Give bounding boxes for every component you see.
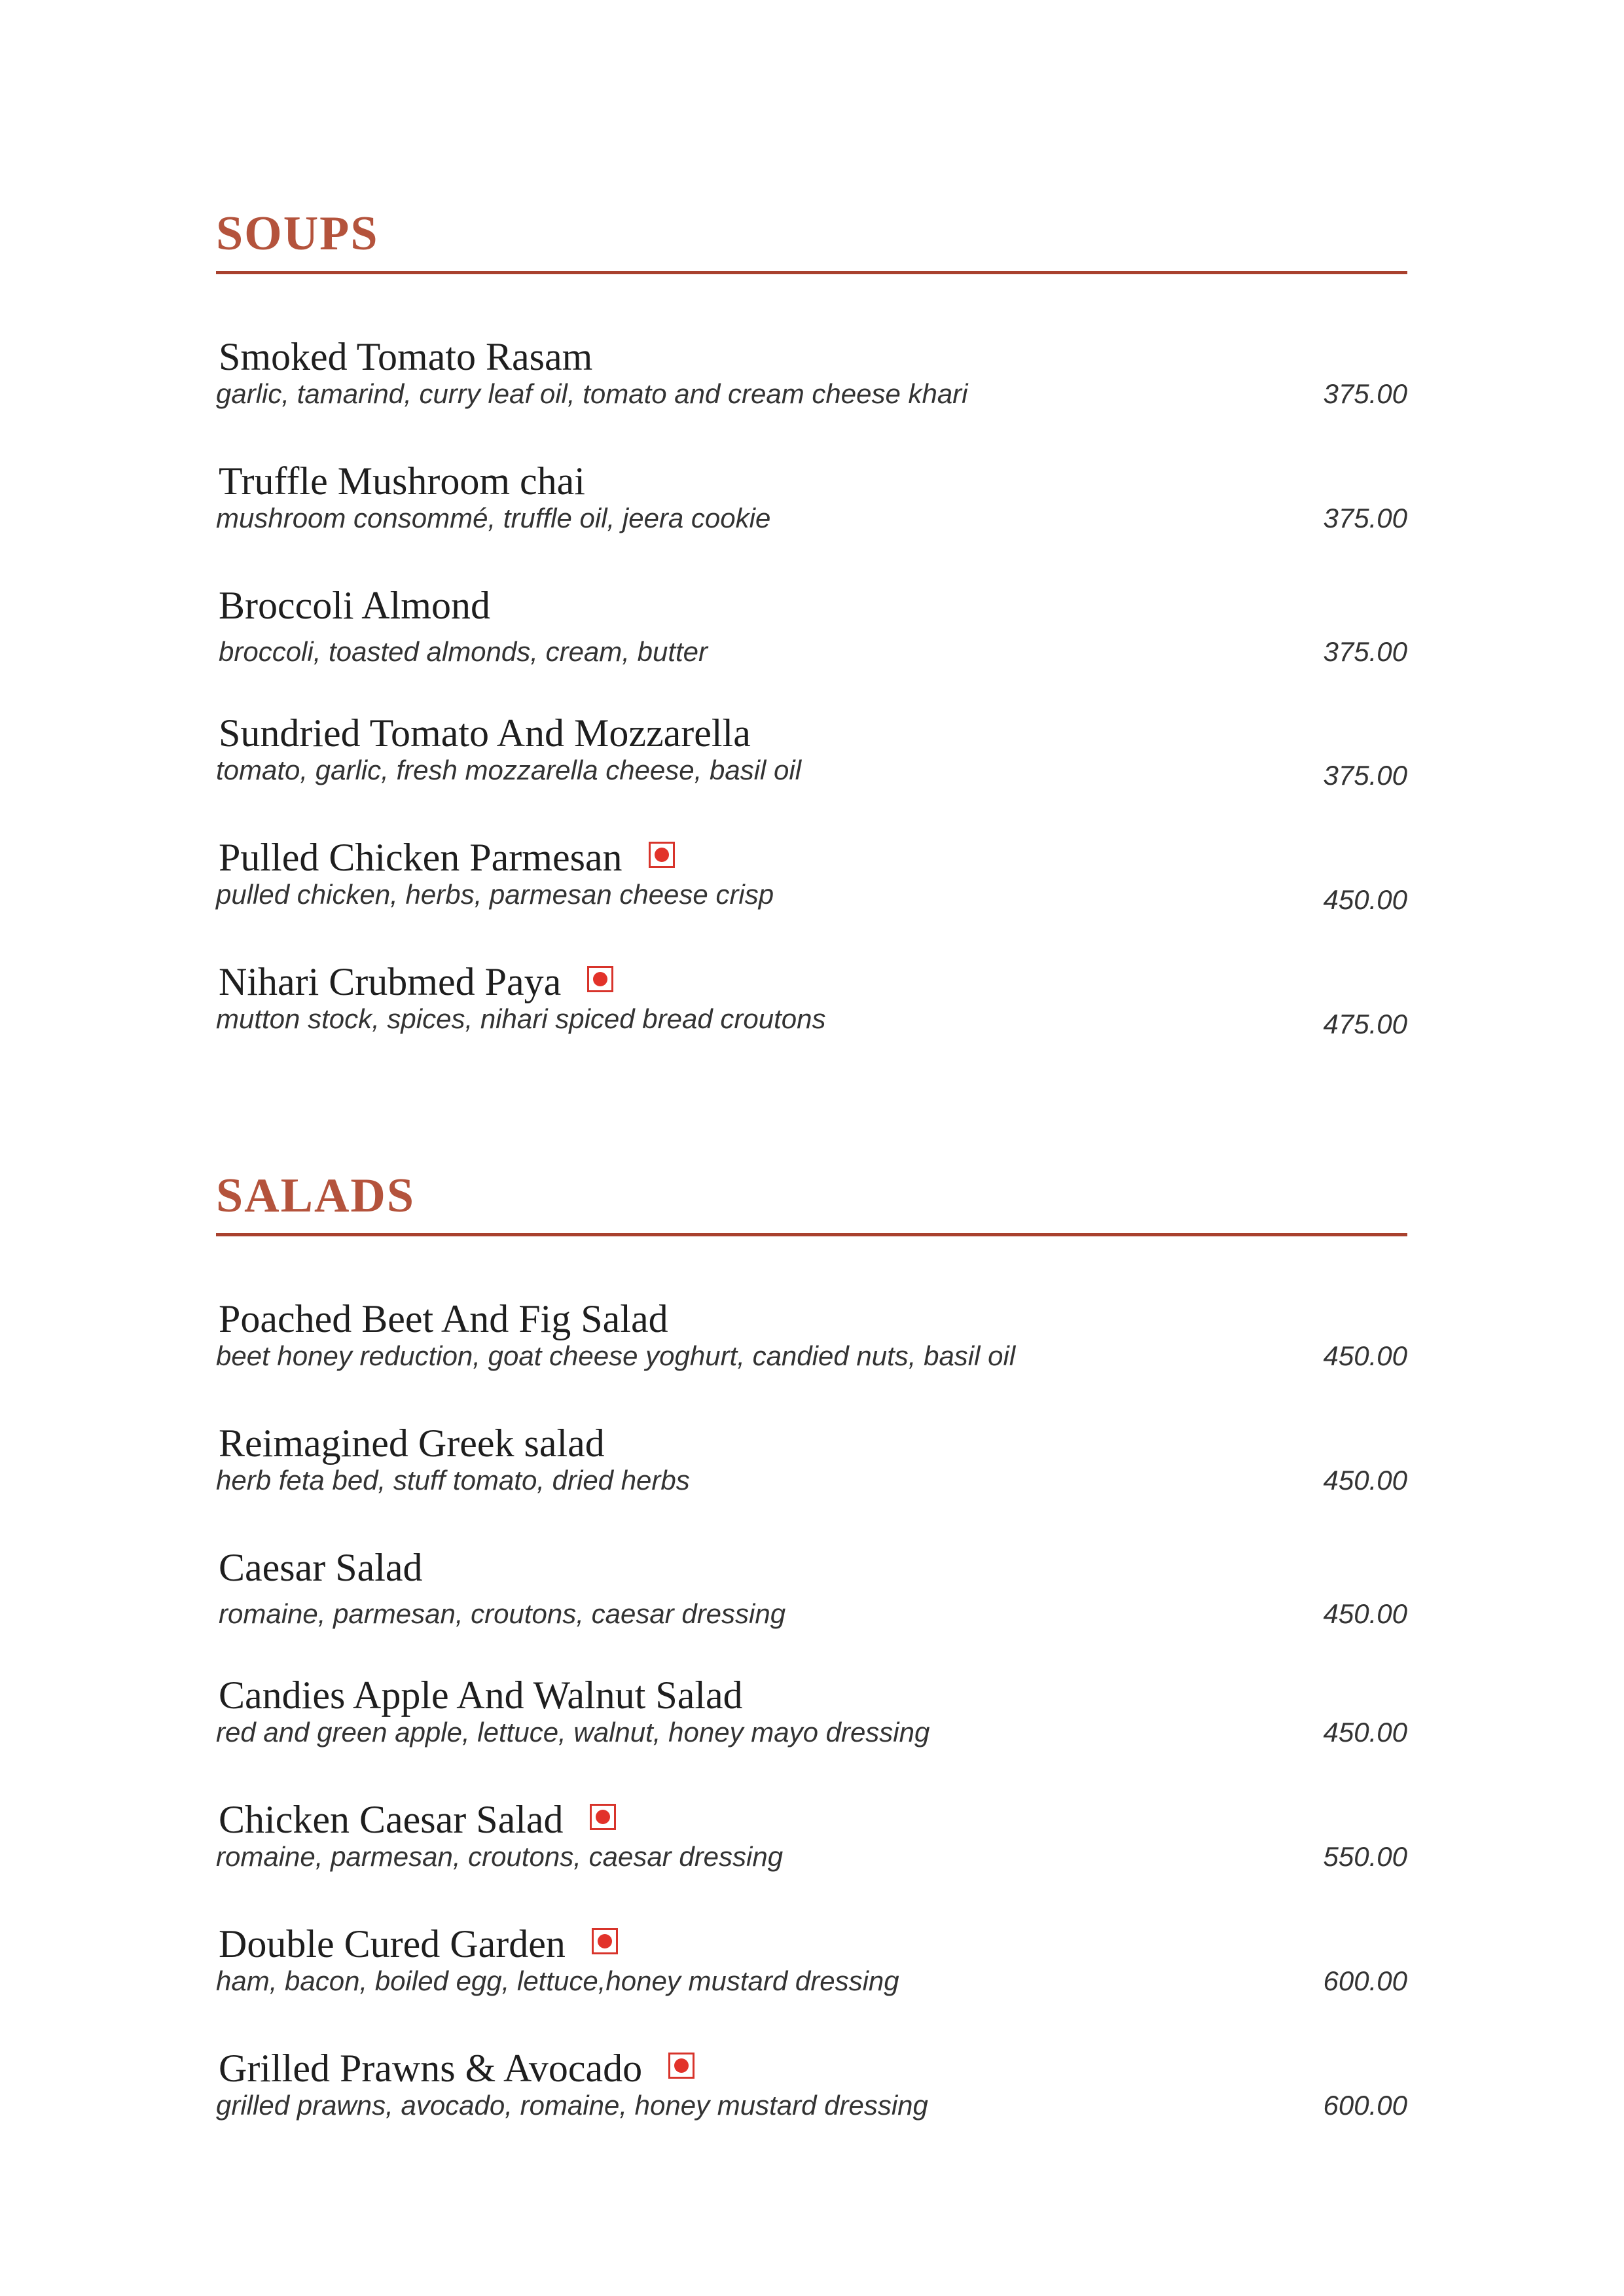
- item-price: 375.00: [1323, 378, 1407, 409]
- menu-item: [216, 1800, 1407, 1905]
- menu-item: [216, 962, 1407, 1067]
- item-price: 375.00: [1323, 760, 1407, 791]
- non-veg-icon: [592, 1928, 618, 1954]
- item-name: Candies Apple And Walnut Salad: [219, 1674, 743, 1717]
- menu-item: [216, 1924, 1407, 2029]
- item-price: 375.00: [1323, 636, 1407, 667]
- item-name: Nihari Crubmed Paya: [219, 962, 613, 1001]
- item-description: grilled prawns, avocado, romaine, honey mustard dressing: [216, 2090, 928, 2121]
- item-description: pulled chicken, herbs, parmesan cheese crisp: [216, 879, 774, 910]
- item-description: mutton stock, spices, nihari spiced bread croutons: [216, 1003, 826, 1034]
- item-price: 550.00: [1323, 1841, 1407, 1872]
- item-description: romaine, parmesan, croutons, caesar dressing: [219, 1598, 786, 1629]
- item-description: broccoli, toasted almonds, cream, butter: [219, 636, 708, 667]
- menu-item: [216, 838, 1407, 942]
- item-name: Double Cured Garden: [219, 1924, 618, 1964]
- item-name: Chicken Caesar Salad: [219, 1800, 616, 1839]
- menu-item: [216, 1676, 1407, 1780]
- item-price: 450.00: [1323, 884, 1407, 915]
- menu-item: [216, 713, 1407, 818]
- menu-item: [216, 337, 1407, 442]
- non-veg-icon: [668, 2053, 695, 2079]
- item-description: beet honey reduction, goat cheese yoghurt, candied nuts, basil oil: [216, 1340, 1016, 1371]
- item-description: tomato, garlic, fresh mozzarella cheese, basil oil: [216, 755, 802, 785]
- item-price: 475.00: [1323, 1009, 1407, 1039]
- item-name: Truffle Mushroom chai: [219, 459, 585, 503]
- menu-item: [216, 1299, 1407, 1404]
- item-name: Poached Beet And Fig Salad: [219, 1297, 668, 1340]
- non-veg-icon: [649, 842, 675, 868]
- section-title-soups: SOUPS: [216, 209, 1407, 274]
- menu-item: [216, 461, 1407, 566]
- non-veg-icon: [587, 966, 613, 992]
- item-name: Grilled Prawns & Avocado: [219, 2049, 695, 2088]
- item-price: 450.00: [1323, 1465, 1407, 1496]
- item-description: romaine, parmesan, croutons, caesar dressing: [216, 1841, 784, 1872]
- item-name: Sundried Tomato And Mozzarella: [219, 711, 751, 755]
- menu-item: [216, 586, 1407, 691]
- item-description: red and green apple, lettuce, walnut, honey mayo dressing: [216, 1717, 930, 1748]
- item-price: 600.00: [1323, 2090, 1407, 2121]
- item-price: 450.00: [1323, 1598, 1407, 1629]
- section-title-salads: SALADS: [216, 1172, 1407, 1236]
- item-name: Broccoli Almond: [219, 584, 490, 627]
- salads-section: [216, 1169, 1407, 2121]
- item-price: 375.00: [1323, 503, 1407, 533]
- item-price: 450.00: [1323, 1340, 1407, 1371]
- item-name: Smoked Tomato Rasam: [219, 335, 593, 378]
- menu-item: [216, 1548, 1407, 1653]
- item-name: Pulled Chicken Parmesan: [219, 838, 675, 877]
- menu-item: [216, 1424, 1407, 1528]
- item-price: 450.00: [1323, 1717, 1407, 1748]
- non-veg-icon: [590, 1804, 616, 1830]
- item-description: mushroom consommé, truffle oil, jeera cookie: [216, 503, 771, 533]
- item-name: Caesar Salad: [219, 1546, 423, 1589]
- soups-section: [216, 207, 1407, 1039]
- item-name: Reimagined Greek salad: [219, 1422, 605, 1465]
- menu-item: [216, 2049, 1407, 2153]
- item-description: garlic, tamarind, curry leaf oil, tomato and cream cheese khari: [216, 378, 968, 409]
- item-price: 600.00: [1323, 1965, 1407, 1996]
- item-description: herb feta bed, stuff tomato, dried herbs: [216, 1465, 690, 1496]
- item-description: ham, bacon, boiled egg, lettuce,honey mustard dressing: [216, 1965, 899, 1996]
